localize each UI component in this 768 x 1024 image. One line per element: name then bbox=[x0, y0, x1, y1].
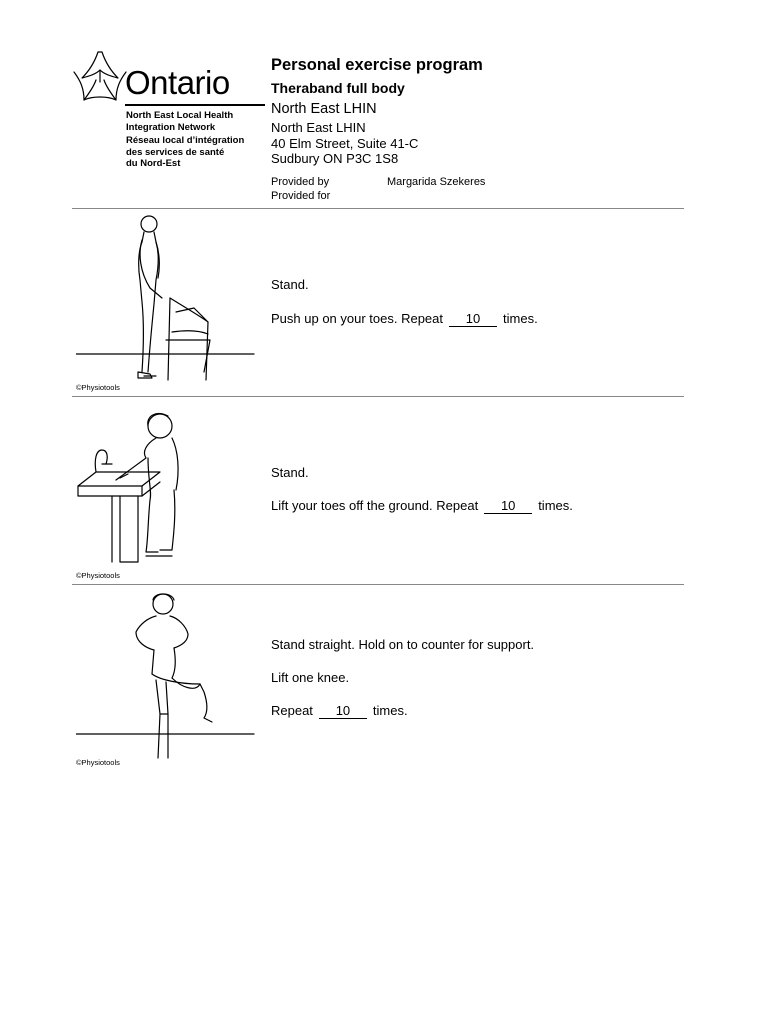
divider bbox=[72, 584, 684, 585]
organization-name: North East LHIN bbox=[271, 101, 377, 117]
repetition-count: 10 bbox=[449, 311, 497, 327]
instruction-text: Repeat 10 times. bbox=[271, 703, 408, 718]
logo-divider bbox=[125, 104, 265, 106]
instruction-text: Stand. bbox=[271, 465, 309, 480]
repetition-count: 10 bbox=[319, 703, 367, 719]
address-line: Sudbury ON P3C 1S8 bbox=[271, 151, 399, 166]
copyright-label: ©Physiotools bbox=[76, 758, 120, 767]
repetition-count: 10 bbox=[484, 498, 532, 514]
copyright-label: ©Physiotools bbox=[76, 383, 120, 392]
page-title: Personal exercise program bbox=[271, 56, 483, 74]
divider bbox=[72, 396, 684, 397]
instruction-text: Lift your toes off the ground. Repeat 10 times. bbox=[271, 498, 573, 513]
address-line: 40 Elm Street, Suite 41-C bbox=[271, 136, 419, 151]
copyright-label: ©Physiotools bbox=[76, 571, 120, 580]
instruction-text: Push up on your toes. Repeat 10 times. bbox=[271, 311, 538, 326]
exercise-1-illustration bbox=[76, 212, 256, 384]
trillium-icon bbox=[70, 50, 130, 105]
logo-network-name: North East Local Health Integration Network Réseau local d’intégration des services de santé du Nord-Est bbox=[126, 110, 245, 170]
provided-by-value: Margarida Szekeres bbox=[387, 176, 486, 188]
address-line: North East LHIN bbox=[271, 120, 366, 135]
instruction-text: Lift one knee. bbox=[271, 670, 350, 685]
provided-by-label: Provided by bbox=[271, 176, 330, 188]
exercise-2-illustration bbox=[76, 400, 256, 572]
logo-wordmark: Ontario bbox=[125, 64, 230, 101]
instruction-text: Stand. bbox=[271, 277, 309, 292]
exercise-3-illustration bbox=[76, 588, 256, 760]
program-subtitle: Theraband full body bbox=[271, 80, 405, 96]
instruction-text: Stand straight. Hold on to counter for support. bbox=[271, 637, 535, 652]
divider bbox=[72, 208, 684, 209]
provided-for-label: Provided for bbox=[271, 190, 331, 202]
